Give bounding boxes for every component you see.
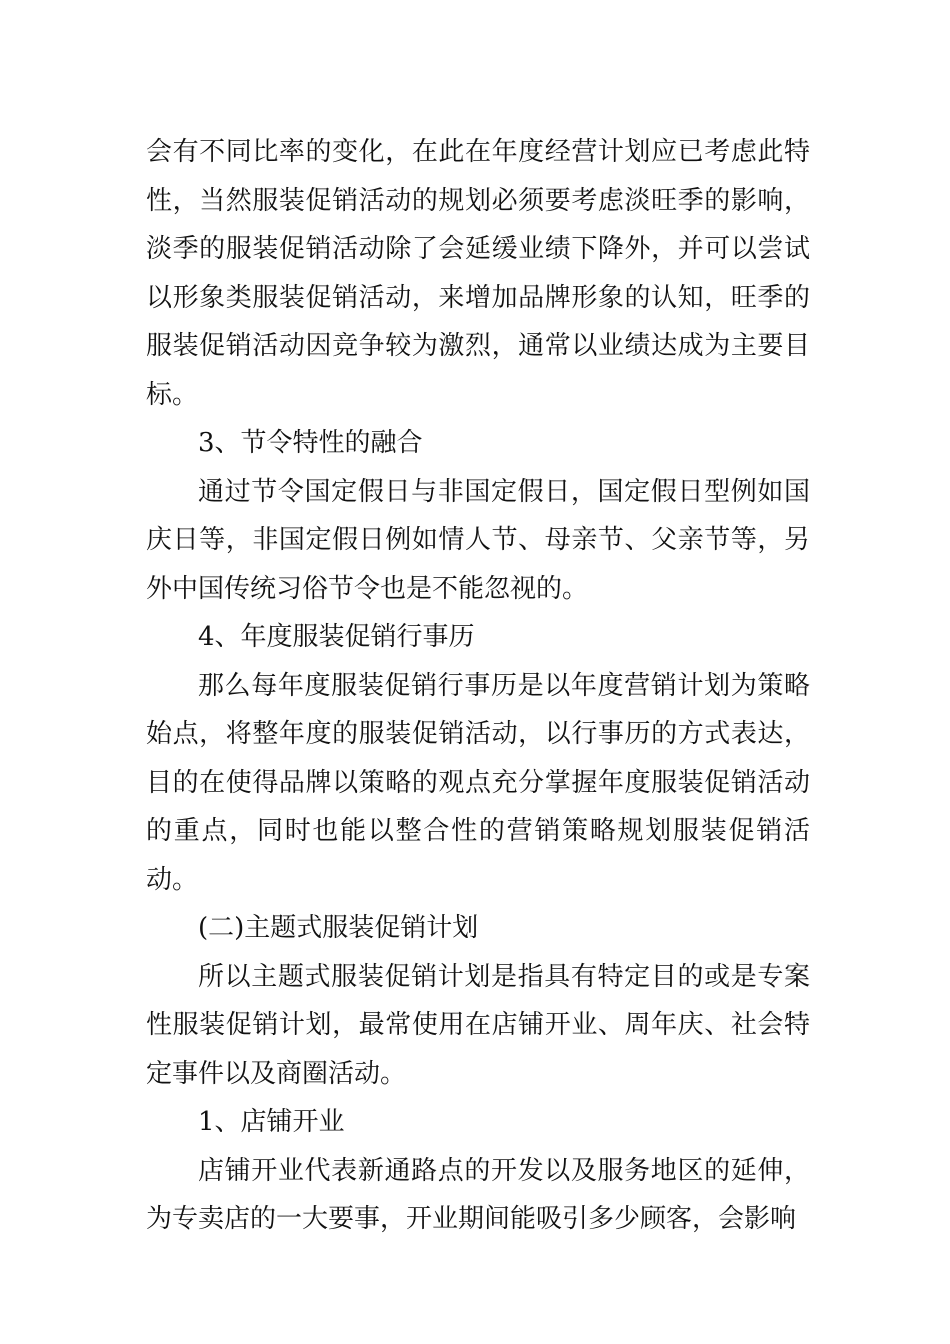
paragraph-store-opening: 店铺开业代表新通路点的开发以及服务地区的延伸，为专卖店的一大要事，开业期间能吸引多少顾客，会影响 xyxy=(146,1155,810,1234)
paragraph-holidays: 通过节令国定假日与非国定假日，国定假日型例如国庆日等，非国定假日例如情人节、母亲节、父亲节等，另外中国传统习俗节令也是不能忽视的。 xyxy=(146,476,810,604)
paragraph-seasonality-continued: 会有不同比率的变化，在此在年度经营计划应已考虑此特性，当然服装促销活动的规划必须要考虑淡旺季的影响，淡季的服装促销活动除了会延缓业绩下降外，并可以尝试以形象类服装促销活动，来增加品牌形象的认知，旺季的服装促销活动因竞争较为激烈，通常以业绩达成为主要目标。 xyxy=(146,137,810,410)
heading-holiday-fusion: 3、节令特性的融合 xyxy=(198,428,423,458)
paragraph-annual-calendar: 那么每年度服装促销行事历是以年度营销计划为策略始点，将整年度的服装促销活动，以行事历的方式表达，目的在使得品牌以策略的观点充分掌握年度服装促销活动的重点，同时也能以整合性的营销策略规划服装促销活动。 xyxy=(146,670,810,895)
heading-annual-calendar: 4、年度服装促销行事历 xyxy=(198,622,475,652)
paragraph-themed-promotion: 所以主题式服装促销计划是指具有特定目的或是专案性服装促销计划，最常使用在店铺开业、周年庆、社会特定事件以及商圈活动。 xyxy=(146,961,810,1089)
heading-store-opening: 1、店铺开业 xyxy=(198,1107,345,1137)
heading-themed-promotion: (二)主题式服装促销计划 xyxy=(198,913,479,943)
document-body xyxy=(146,128,810,1244)
